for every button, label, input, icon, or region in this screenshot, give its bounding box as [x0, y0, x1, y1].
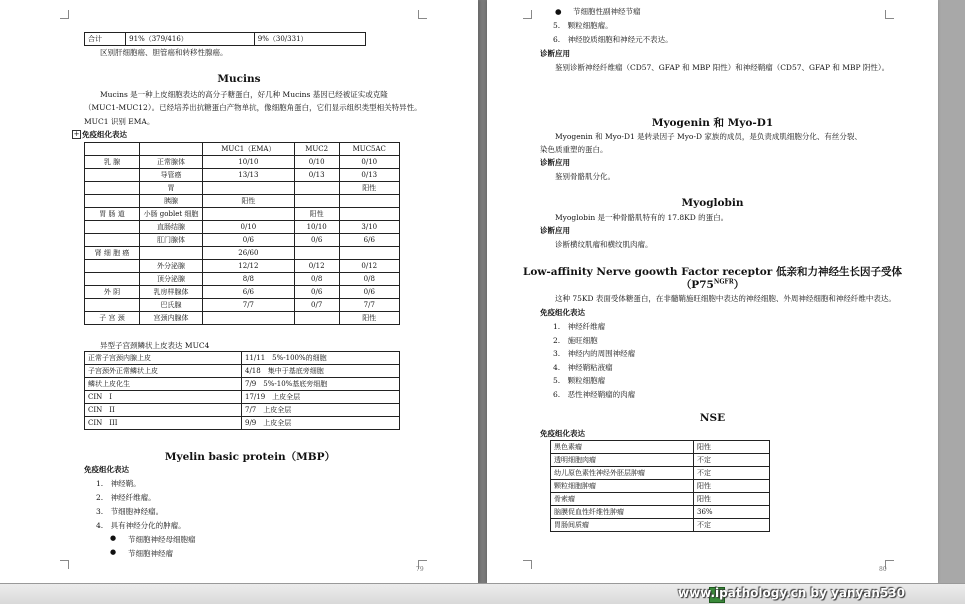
- table-value-cell: 7/7: [339, 299, 399, 312]
- list-item: 3. 节细胞神经瘤。: [96, 507, 164, 516]
- table-row: [551, 467, 770, 480]
- table-group-cell: [85, 260, 140, 273]
- table-row: [85, 299, 400, 312]
- table-value-cell: 0/12: [294, 260, 339, 273]
- page-gap: [478, 0, 487, 583]
- viewer-background: [938, 0, 965, 583]
- table-value-cell: 0/6: [339, 286, 399, 299]
- table-value-cell: 阳性: [339, 312, 399, 325]
- table-row: [85, 169, 400, 182]
- table-value-cell: [339, 195, 399, 208]
- ngfr-paragraph: 这种 75KD 表面受体糖蛋白，在非髓鞘施旺细胞中表达的神经细胞、外周神经细胞和神经纤维中表达。: [555, 294, 896, 303]
- table-value-cell: [294, 312, 339, 325]
- table-cell: 黑色素瘤: [551, 441, 694, 454]
- myod-paragraph: Myogenin 和 Myo-D1 是转录因子 Myo-D 家族的成员，是负责成肌细胞分化、有丝分裂、: [555, 132, 862, 141]
- table-cell: 91%（379/416）: [126, 33, 255, 46]
- table-cell: 透明细胞肉瘤: [551, 454, 694, 467]
- table-subgroup-cell: 外分泌腺: [140, 260, 203, 273]
- table-row: [551, 480, 770, 493]
- table-cell: CIN II: [85, 404, 242, 417]
- table-value-cell: 6/6: [339, 234, 399, 247]
- table-value-cell: 0/13: [339, 169, 399, 182]
- table-cell: 子宫颈外正常鳞状上皮: [85, 365, 242, 378]
- table-row: [551, 506, 770, 519]
- mucins-paragraph: MUC1 识别 EMA。: [84, 117, 155, 126]
- dx-label: 诊断应用: [540, 226, 570, 235]
- list-item: 2. 神经纤维瘤。: [96, 493, 156, 502]
- table-value-cell: 0/10: [203, 221, 295, 234]
- ihc-label: 免疫组化表达: [82, 130, 127, 139]
- mucins-paragraph: （MUC1-MUC12）。已经培养出抗糖蛋白产物单抗，像细胞角蛋白，它们显示组织类型相关特异性。: [84, 103, 422, 112]
- table-subgroup-cell: 小肠 goblet 细胞: [140, 208, 203, 221]
- page-number: 80: [879, 566, 887, 573]
- summary-table: [84, 32, 366, 46]
- table-value-cell: [203, 208, 295, 221]
- table-cell: 阳性: [694, 480, 770, 493]
- table-subgroup-cell: 宫颈内腺体: [140, 312, 203, 325]
- table-cell: 颗粒细胞肿瘤: [551, 480, 694, 493]
- table-subgroup-cell: 巴氏腺: [140, 299, 203, 312]
- section-title-myoglobin: Myoglobin: [681, 197, 744, 209]
- bullet-icon: ●: [110, 534, 117, 542]
- table-value-cell: [294, 195, 339, 208]
- table-cell: 9%（30/331）: [254, 33, 365, 46]
- table-subgroup-cell: 顶分泌腺: [140, 273, 203, 286]
- table-value-cell: [203, 182, 295, 195]
- table-value-cell: 10/10: [294, 221, 339, 234]
- table-group-cell: [85, 234, 140, 247]
- table-row: [85, 312, 400, 325]
- table-subgroup-cell: [140, 247, 203, 260]
- table-row: [85, 195, 400, 208]
- table-row: [85, 286, 400, 299]
- list-item: 3. 神经内的周围神经瘤: [553, 349, 636, 358]
- table-value-cell: 阳性: [294, 208, 339, 221]
- mbp-ihc-label: 免疫组化表达: [84, 465, 129, 474]
- corner-mark: [60, 10, 69, 19]
- table-cell: CIN I: [85, 391, 242, 404]
- table-cell: 脑膜促血性纤维性肿瘤: [551, 506, 694, 519]
- table-value-cell: 0/13: [294, 169, 339, 182]
- dx-text: 鉴别骨骼肌分化。: [555, 172, 615, 181]
- table-group-cell: [85, 273, 140, 286]
- table-row: [85, 417, 400, 430]
- table-row: [85, 33, 366, 46]
- mucins-paragraph: Mucins 是一种上皮细胞表达的高分子糖蛋白，好几种 Mucins 基因已经被证实或克隆: [100, 90, 388, 99]
- table-value-cell: 7/7: [203, 299, 295, 312]
- table-cell: 4/18 集中于基底旁细胞: [242, 365, 400, 378]
- ngfr-ihc-label: 免疫组化表达: [540, 308, 585, 317]
- table-group-cell: 乳 腺: [85, 156, 140, 169]
- table-value-cell: 3/10: [339, 221, 399, 234]
- bullet-item: 节细胞神经瘤: [128, 549, 173, 558]
- table-header-cell: MUC1（EMA）: [203, 143, 295, 156]
- dx-text: 诊断横纹肌瘤和横纹肌肉瘤。: [555, 240, 653, 249]
- table-subgroup-cell: 肛门腺体: [140, 234, 203, 247]
- section-title-mucins: Mucins: [217, 73, 261, 85]
- list-item: 1. 神经纤维瘤: [553, 322, 606, 331]
- table-value-cell: 6/6: [203, 286, 295, 299]
- list-item: 4. 具有神经分化的肿瘤。: [96, 521, 186, 530]
- table-header-cell: [140, 143, 203, 156]
- corner-mark: [418, 10, 427, 19]
- table-value-cell: [339, 247, 399, 260]
- list-item: 4. 神经鞘粘液瘤: [553, 362, 613, 372]
- table-subgroup-cell: 导管癌: [140, 169, 203, 182]
- page-number: 79: [416, 566, 424, 573]
- section-title-myogenin: Myogenin 和 Myo-D1: [651, 117, 774, 129]
- table-row: [85, 378, 400, 391]
- table-group-cell: [85, 182, 140, 195]
- corner-mark: [523, 10, 532, 19]
- table-value-cell: [203, 312, 295, 325]
- table-cell: 36%: [694, 506, 770, 519]
- muc4-table: [84, 351, 400, 430]
- table-header-cell: MUC2: [294, 143, 339, 156]
- table-cell: 7/9 5%-10%基底旁细胞: [242, 378, 400, 391]
- table-group-cell: 外 阴: [85, 286, 140, 299]
- table-subgroup-cell: 直肠结腺: [140, 221, 203, 234]
- list-item: 5. 颗粒细胞瘤: [553, 376, 606, 385]
- watermark: www.ipathology.cn by yanyan530: [678, 586, 905, 600]
- table-row: [85, 365, 400, 378]
- table-row: [85, 182, 400, 195]
- table-row: [85, 391, 400, 404]
- list-item: 5. 颗粒细胞瘤。: [553, 21, 613, 30]
- section-title-nse: NSE: [699, 412, 726, 424]
- list-item: 6. 神经胶质细胞和神经元不表达。: [553, 35, 673, 44]
- table-value-cell: 26/60: [203, 247, 295, 260]
- table-row: [85, 247, 400, 260]
- muc4-caption: 异型子宫颈鳞状上皮表达 MUC4: [100, 341, 210, 350]
- table-value-cell: 0/6: [203, 234, 295, 247]
- table-row: [85, 273, 400, 286]
- bullet-icon: ●: [110, 548, 117, 556]
- table-cell: 阳性: [694, 493, 770, 506]
- table-header-row: [85, 143, 400, 156]
- table-subgroup-cell: 胰腺: [140, 195, 203, 208]
- list-item: 6. 恶性神经鞘瘤的肉瘤: [553, 389, 636, 399]
- table-cell: 不定: [694, 519, 770, 532]
- table-group-cell: [85, 299, 140, 312]
- myod-paragraph: 染色质重塑的蛋白。: [540, 145, 608, 154]
- corner-mark: [523, 560, 532, 569]
- status-bar: [0, 583, 965, 604]
- table-value-cell: 阳性: [203, 195, 295, 208]
- table-row: [551, 441, 770, 454]
- table-value-cell: 阳性: [339, 182, 399, 195]
- nse-table: [550, 440, 770, 532]
- table-group-cell: 肾 细 胞 癌: [85, 247, 140, 260]
- table-group-cell: 子 宫 颈: [85, 312, 140, 325]
- mucins-table: [84, 142, 400, 325]
- table-cell: 9/9 上皮全层: [242, 417, 400, 430]
- corner-mark: [60, 560, 69, 569]
- table-value-cell: 0/10: [294, 156, 339, 169]
- table-value-cell: [294, 182, 339, 195]
- table-value-cell: 0/6: [294, 286, 339, 299]
- table-cell: 合计: [85, 33, 126, 46]
- left-page[interactable]: [0, 0, 478, 583]
- table-row: [551, 519, 770, 532]
- section-title-mbp: Myelin basic protein（MBP）: [164, 451, 336, 463]
- dx-label: 诊断应用: [540, 49, 570, 58]
- table-value-cell: 0/10: [339, 156, 399, 169]
- table-subgroup-cell: 正常腺体: [140, 156, 203, 169]
- bullet-item: 节细胞性副神经节瘤: [573, 7, 641, 16]
- table-header-cell: MUC5AC: [339, 143, 399, 156]
- nse-ihc-label: 免疫组化表达: [540, 429, 585, 438]
- table-row: [85, 208, 400, 221]
- table-subgroup-cell: 胃: [140, 182, 203, 195]
- table-row: [85, 404, 400, 417]
- table-cell: 幼儿原色素性神经外胚层肿瘤: [551, 467, 694, 480]
- table-cell: 鳞状上皮化生: [85, 378, 242, 391]
- summary-note: 区别肝细胞癌、胆管癌和转移性腺癌。: [100, 48, 228, 57]
- right-page[interactable]: [487, 0, 938, 583]
- table-cell: 11/11 5%-100%的细胞: [242, 352, 400, 365]
- table-cell: 7/7 上皮全层: [242, 404, 400, 417]
- table-value-cell: 0/7: [294, 299, 339, 312]
- table-group-cell: [85, 221, 140, 234]
- list-item: 2. 施旺细胞: [553, 335, 598, 345]
- table-row: [85, 156, 400, 169]
- dx-text: 鉴别诊断神经纤维瘤（CD57、GFAP 和 MBP 阳性）和神经鞘瘤（CD57、GFAP 和 MBP 阴性）。: [555, 63, 890, 72]
- table-group-cell: [85, 169, 140, 182]
- table-value-cell: [294, 247, 339, 260]
- table-value-cell: 0/6: [294, 234, 339, 247]
- list-item: 1. 神经鞘。: [96, 479, 141, 488]
- dx-label: 诊断应用: [540, 158, 570, 167]
- table-value-cell: 13/13: [203, 169, 295, 182]
- table-cell: 骨索瘤: [551, 493, 694, 506]
- table-group-cell: 胃 肠 道: [85, 208, 140, 221]
- corner-mark: [885, 10, 894, 19]
- bullet-item: 节细胞神经母细胞瘤: [128, 535, 196, 544]
- table-header-cell: [85, 143, 140, 156]
- table-value-cell: 12/12: [203, 260, 295, 273]
- table-cell: 不定: [694, 467, 770, 480]
- table-move-handle-icon[interactable]: +: [73, 130, 80, 138]
- section-subtitle-ngfr: $(P75^{NGFR})$: [680, 278, 745, 291]
- table-row: [85, 352, 400, 365]
- table-value-cell: 0/8: [294, 273, 339, 286]
- section-title-ngfr: Low-affinity Nerve goowth Factor receptor 低亲和力神经生长因子受体: [523, 266, 902, 278]
- table-subgroup-cell: 乳房样腺体: [140, 286, 203, 299]
- myoglobin-paragraph: Myoglobin 是一种骨骼肌特有的 17.8KD 的蛋白。: [555, 213, 729, 222]
- table-value-cell: 8/8: [203, 273, 295, 286]
- table-value-cell: 0/12: [339, 260, 399, 273]
- table-row: [85, 234, 400, 247]
- table-cell: 正常子宫颈内腺上皮: [85, 352, 242, 365]
- table-value-cell: [339, 208, 399, 221]
- table-cell: CIN III: [85, 417, 242, 430]
- table-row: [85, 221, 400, 234]
- table-group-cell: [85, 195, 140, 208]
- table-row: [551, 493, 770, 506]
- table-cell: 17/19 上皮全层: [242, 391, 400, 404]
- table-row: [85, 260, 400, 273]
- table-cell: 不定: [694, 454, 770, 467]
- table-value-cell: 0/8: [339, 273, 399, 286]
- table-value-cell: 10/10: [203, 156, 295, 169]
- bullet-icon: ●: [555, 7, 562, 16]
- table-row: [551, 454, 770, 467]
- table-cell: 胃肠间质瘤: [551, 519, 694, 532]
- table-cell: 阳性: [694, 441, 770, 454]
